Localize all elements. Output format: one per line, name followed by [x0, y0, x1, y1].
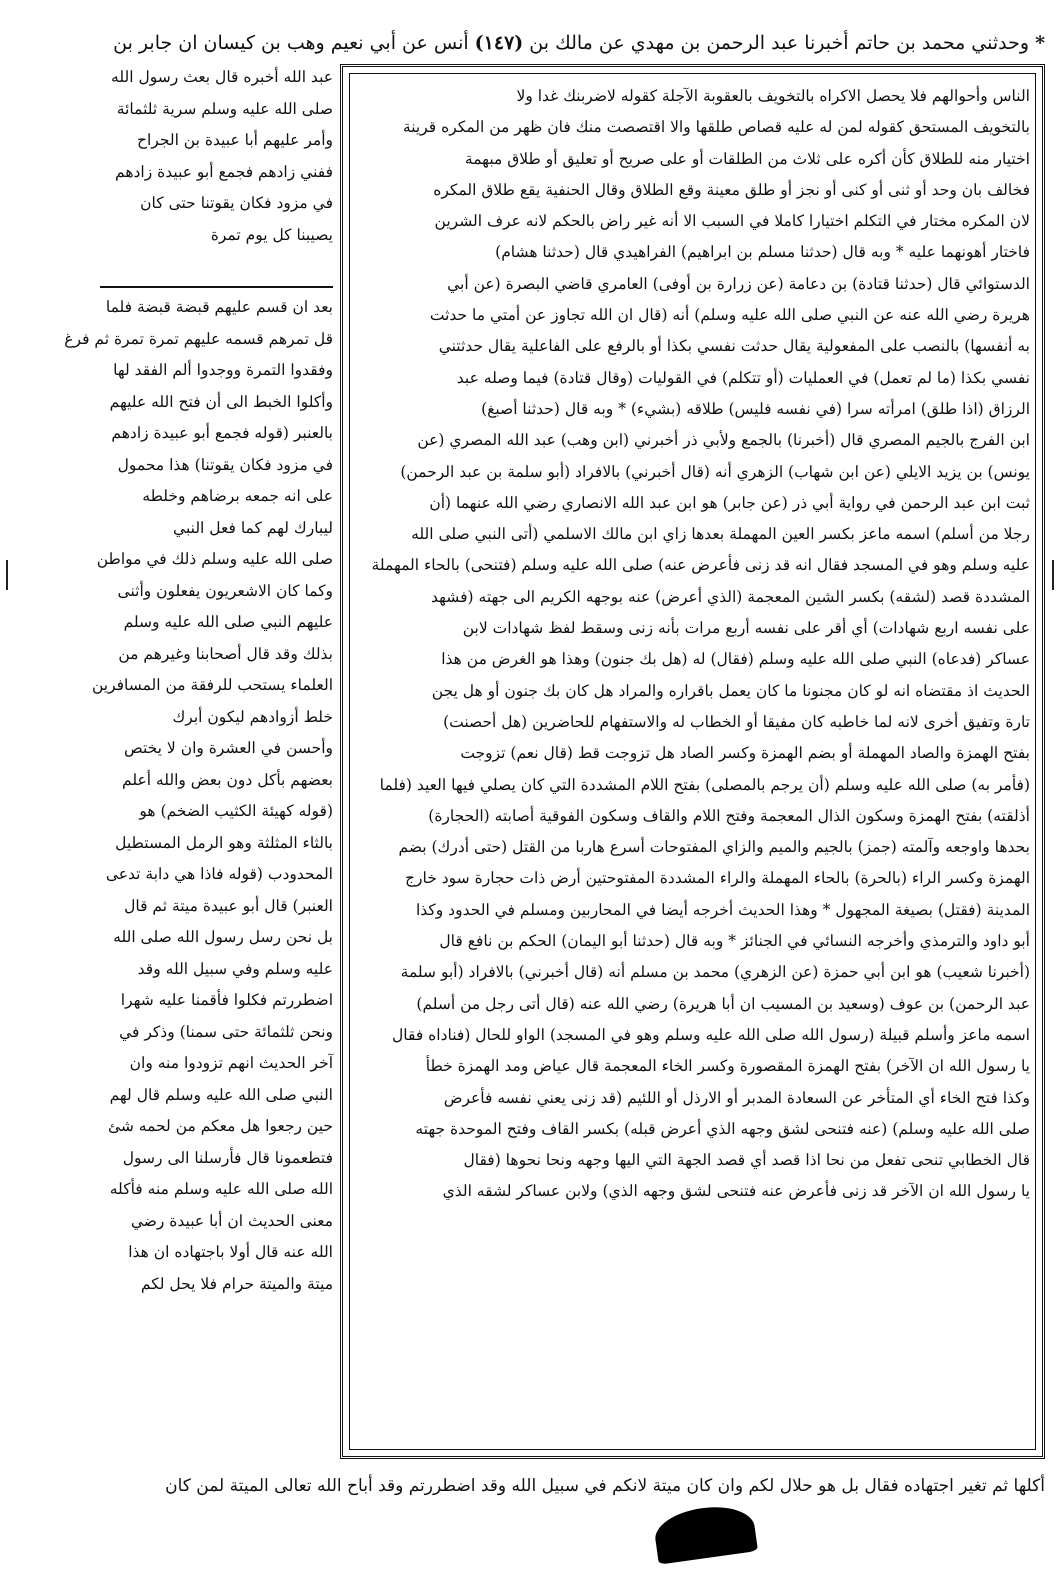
margin-line: عبد الله أخبره قال بعث رسول الله [111, 68, 333, 86]
main-line: نفسي بكذا (ما لم تعمل) في العمليات (أو تتكلم) في القوليات (وقال قتادة) فيما وصله عبد [456, 368, 1030, 387]
main-line: الناس وأحوالهم فلا يحصل الاكراه بالتخويف بالعقوبة الآجلة كقوله لاضربنك غدا ولا [516, 87, 1030, 105]
margin-line: المحدودب (قوله فاذا هي دابة تدعى [105, 865, 333, 883]
margin-line: في مزود فكان يقوتنا حتى كان [140, 194, 333, 212]
main-line: عليه وسلم وهو في المسجد فقال انه قد زنى فأعرض عنه) صلى الله عليه وسلم (فتنحى) بالحاء المهملة [371, 556, 1030, 575]
margin-line: ليبارك لهم كما فعل النبي [173, 518, 333, 537]
margin-line: النبي صلى الله عليه وسلم قال لهم [109, 1085, 333, 1104]
header-text-after: أنس عن أبي نعيم وهب بن كيسان ان جابر بن [113, 32, 469, 54]
margin-line: وكما كان الاشعريون يفعلون وأثنى [117, 581, 333, 600]
margin-line: العلماء يستحب للرفقة من المسافرين [91, 676, 333, 694]
margin-line: الله صلى الله عليه وسلم منه فأكله [109, 1180, 333, 1198]
main-line: لان المكره مختار في التكلم اختيارا كاملا في السبب الا أنه غير راض بالحكم لانه عرف الشرين [434, 212, 1030, 231]
margin-line: عليهم النبي صلى الله عليه وسلم [123, 613, 333, 631]
main-line: ابن الفرج بالجيم المصري قال (أخبرنا) بالجمع ولأبي ذر أخبرني (ابن وهب) عبد الله المصري (عن [417, 431, 1030, 450]
margin-line: بعضهم بأكل دون بعض والله أعلم [122, 770, 333, 789]
margin-line: بالثاء المثلثة وهو الرمل المستطيل [115, 833, 333, 852]
header-text: وحدثني محمد بن حاتم أخبرنا عبد الرحمن بن مهدي عن مالك بن [529, 32, 1030, 54]
margin-line: آخر الحديث انهم تزودوا منه وان [129, 1054, 333, 1072]
margin-line: قل تمرهم قسمه عليهم تمرة تمرة ثم فرغ [64, 329, 333, 348]
margin-line: بعد ان قسم عليهم قبضة قبضة فلما [105, 298, 333, 316]
margin-line: في مزود فكان يقوتنا) هذا محمول [117, 455, 333, 474]
margin-line: حين رجعوا هل معكم من لحمه شئ [107, 1117, 333, 1135]
page-number: (١٤٧) [474, 32, 524, 54]
page-footer-line: أكلها ثم تغير اجتهاده فقال بل هو حلال لكم وان كان ميتة لانكم في سبيل الله وقد اضطررتم وقد أباح الله تعالى الميتة لمن كان [165, 1476, 1045, 1496]
main-text-frame [340, 64, 1045, 1459]
margin-bottom-block [64, 292, 333, 1442]
edge-mark [6, 560, 8, 590]
margin-line: وفقدوا التمرة ووجدوا ألم الفقد لها [113, 361, 333, 379]
main-line: اختيار منه للطلاق كأن أكره على ثلاث من الطلقات أو على صريح أو تعليق أو طلاق مبهمة [464, 149, 1030, 168]
margin-top-block [100, 62, 333, 284]
main-line: يا رسول الله ان الآخر) بفتح الهمزة المقصورة وكسر الخاء المعجمة قال عياض ومد الهمزة خطأ [425, 1057, 1030, 1076]
main-line: فاختار أهونهما عليه * وبه قال (حدثنا مسلم بن ابراهيم) الفراهيدي قال (حدثنا هشام) [495, 243, 1030, 262]
header-asterisk: * [1035, 32, 1045, 54]
ink-blot [652, 1501, 758, 1564]
margin-line: بالعنبر (قوله فجمع أبو عبيدة زادهم [111, 424, 333, 442]
main-line: تارة وتفيق أخرى لانه لما خاطبه كان مفيقا أو الخطاب له والاستفهام للحاضرين (هل أحصنت) [443, 712, 1030, 731]
main-line: الرزاق (اذا طلق) امرأته سرا (في نفسه فليس) طلاقه (بشيء) * وبه قال (حدثنا أصبغ) [481, 399, 1030, 418]
margin-line: فتطعمونا قال فأرسلنا الى رسول [122, 1148, 333, 1167]
page-header [100, 28, 1045, 58]
main-line: الهمزة وكسر الراء (بالحرة) بالحاء المهملة والراء المشددة المفتوحتين أرض ذات حجارة سود خارج [405, 869, 1030, 888]
main-line: قال الخطابي تنحى تفعل من نحا اذا قصد أي قصد الجهة التي اليها وجهه ونحا نحوها (فقال [463, 1151, 1030, 1170]
margin-line: يصيبنا كل يوم تمرة [210, 225, 333, 244]
main-line: أذلقته) بفتح الهمزة وسكون الذال المعجمة وفتح اللام والقاف وسكون الفوقية أصابته (الحجارة) [428, 806, 1030, 825]
main-line: الدستوائي قال (حدثنا قتادة) بن دعامة (عن زرارة بن أوفى) العامري قاضي البصرة (عن أبي [447, 274, 1030, 293]
main-line: أبو داود والترمذي وأخرجه النسائي في الجنائز * وبه قال (حدثنا أبو اليمان) الحكم بن نافع قال [439, 932, 1030, 951]
margin-line: ميتة والميتة حرام فلا يحل لكم [140, 1274, 333, 1293]
main-line: يا رسول الله ان الآخر قد زنى فأعرض عنه فتنحى لشق وجهه الذي) ولابن عساكر لشقه الذي [442, 1182, 1030, 1201]
main-line: المدينة (فقتل) بصيغة المجهول * وهذا الحديث أخرجه أيضا في المحاربين ومسلم في الحدود وكذا [415, 900, 1030, 919]
main-line: بالتخويف المستحق كقوله لمن له عليه قصاص طلقها والا اقتصصت منك فان ظهر من المكره قرينة [402, 118, 1030, 137]
margin-column [64, 62, 333, 1442]
main-line: المشددة قصد (لشقه) بكسر الشين المعجمة (الذي أعرض) عنه بوجهه الكريم الى جهته (فشهد [431, 587, 1030, 606]
main-line: الحديث اذ مقتضاه انه لو كان مجنونا ما كان يعمل باقراره والمراد هل كان بك جنون أو هل يجن [431, 681, 1030, 700]
margin-line: صلى الله عليه وسلم ذلك في مواطن [96, 550, 333, 568]
main-line: (فأمر به) صلى الله عليه وسلم (أن يرجم بالمصلى) بفتح اللام المشددة التي كان يصلي فيها العيد (فلما [379, 775, 1030, 794]
edge-mark [1052, 560, 1054, 590]
main-text-body [355, 81, 1030, 1208]
margin-line: اضطررتم فكلوا فأقمنا عليه شهرا [120, 991, 333, 1009]
margin-line: صلى الله عليه وسلم سرية ثلثمائة [116, 99, 333, 118]
margin-line: العنبر) قال أبو عبيدة ميتة ثم قال [124, 896, 333, 915]
main-line: عبد الرحمن) بن عوف (وسعيد بن المسيب ان أبا هريرة) رضي الله عنه (قال أتى رجل من أسلم) [416, 994, 1030, 1013]
margin-divider [100, 286, 333, 288]
main-line: صلى الله عليه وسلم) (عنه فتنحى لشق وجهه الذي أعرض قبله) بكسر القاف وفتح الموحدة جهته [415, 1119, 1030, 1138]
main-line: على نفسه اربع شهادات) أي أقر على نفسه أربع مرات بأنه زنى وسقط لفظ شهادات لابن [462, 619, 1030, 638]
margin-line: وأمر عليهم أبا عبيدة بن الجراح [136, 131, 333, 149]
margin-line: بل نحن رسل رسول الله صلى الله [113, 928, 333, 946]
main-line: هريرة رضي الله عنه عن النبي صلى الله عليه وسلم) أنه (قال ان الله تجاوز عن أمتي ما حدثت [429, 306, 1030, 325]
main-line: بفتح الهمزة والصاد المهملة أو بضم الهمزة وكسر الصاد هل تزوجت قط (قال نعم) تزوجت [460, 744, 1030, 763]
margin-line: على انه جمعه برضاهم وخلطه [142, 487, 333, 505]
main-line: رجلا من أسلم) اسمه ماعز بكسر العين المهملة بعدها زاي ابن مالك الاسلمي (أتى النبي صلى الله [411, 525, 1030, 544]
main-line: ثبت ابن عبد الرحمن في رواية أبي ذر (عن جابر) هو ابن عبد الله الانصاري رضي الله عنهما (أن [429, 493, 1030, 512]
main-line: يونس) بن يزيد الايلي (عن ابن شهاب) الزهري أنه (قال أخبرني) بالافراد (أبو سلمة بن عبد الرحمن) [400, 462, 1030, 481]
margin-line: الله عنه قال أولا باجتهاده ان هذا [128, 1243, 333, 1261]
margin-line: بذلك وقد قال أصحابنا وغيرهم من [118, 644, 333, 663]
margin-line: (قوله كهيئة الكثيب الضخم) هو [139, 802, 333, 820]
main-line: عساكر (فدعاه) النبي صلى الله عليه وسلم (فقال) له (هل بك جنون) وهذا هو الغرض من هذا [441, 650, 1030, 669]
margin-line: ونحن ثلثمائة حتى سمنا) وذكر في [119, 1022, 333, 1041]
margin-line: خلط أزوادهم ليكون أبرك [172, 707, 333, 726]
main-line: (أخبرنا شعيب) هو ابن أبي حمزة (عن الزهري) محمد بن مسلم أنه (قال أخبرني) بالافراد (أبو سلمة [400, 963, 1030, 982]
main-line: فخالف بان وحد أو ثنى أو كنى أو نجز أو طلق معينة وقع الطلاق وقال الحنفية يقع طلاق المكره [433, 180, 1030, 199]
margin-line: عليه وسلم وفي سبيل الله وقد [137, 959, 333, 978]
main-line: اسمه ماعز وأسلم قبيلة (رسول الله صلى الله عليه وسلم وهو في المسجد) الواو للحال (فناداه فقال [392, 1025, 1030, 1044]
margin-line: وأكلوا الخبط الى أن فتح الله عليهم [109, 392, 333, 411]
margin-line: معنى الحديث ان أبا عبيدة رضي [130, 1211, 333, 1230]
main-line: وكذا فتح الخاء أي المتأخر عن السعادة المدبر أو الارذل أو اللئيم (قد زنى يعني نفسه فأعرض [443, 1088, 1030, 1107]
margin-line: وأحسن في العشرة وان لا يختص [124, 739, 333, 757]
main-line: بحدها واوجعه وآلمته (جمز) بالجيم والميم والزاي المفتوحات أسرع هاربا من القتل (حتى أدرك) بضم [398, 838, 1030, 857]
main-line: به أنفسها) بالنصب على المفعولية يقال حدثت نفسي بكذا أو بالرفع على الفاعلية يقال حدثتني [438, 337, 1030, 356]
margin-line: ففني زادهم فجمع أبو عبيدة زادهم [115, 162, 333, 181]
